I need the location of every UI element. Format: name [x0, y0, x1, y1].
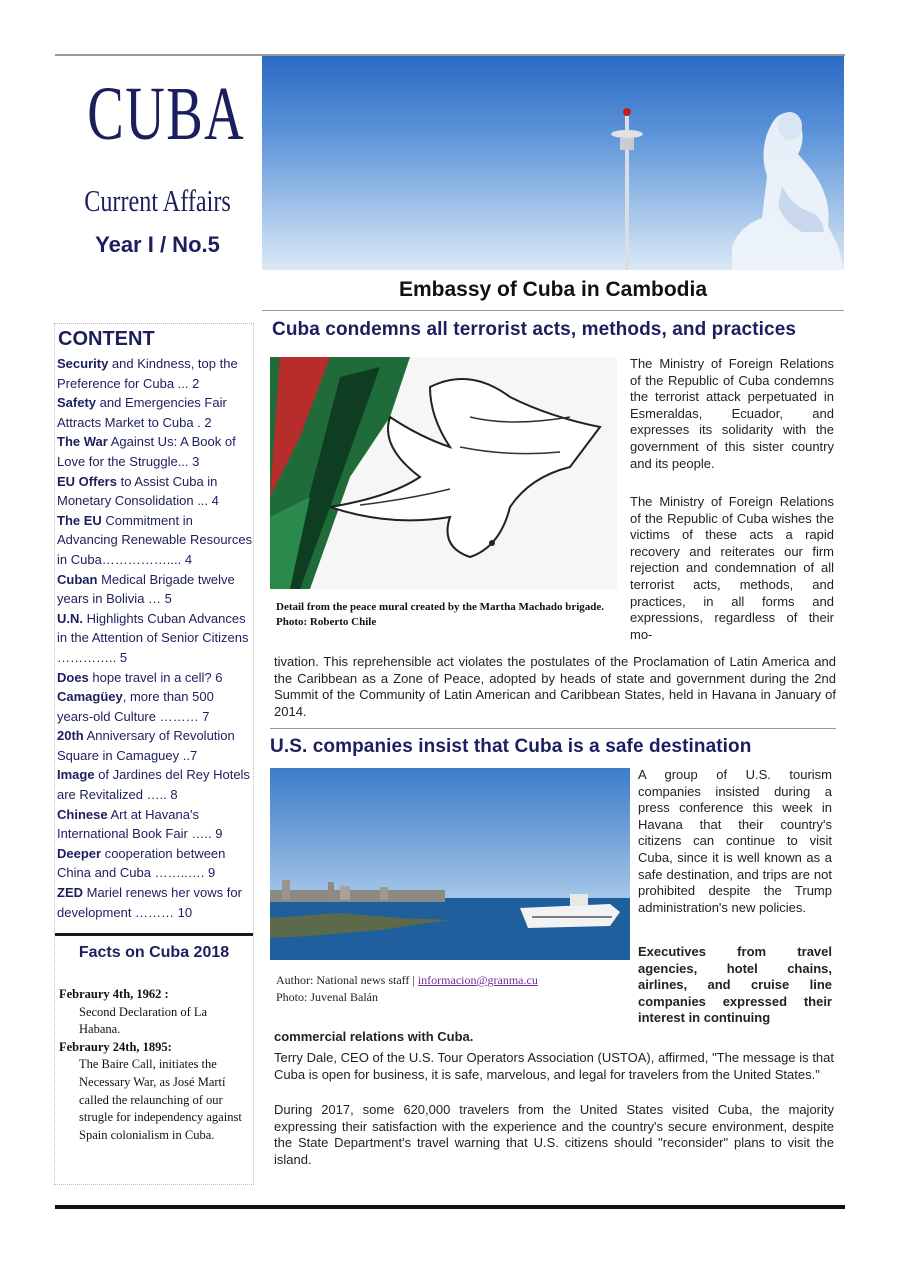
- peace-mural-photo: [270, 357, 617, 589]
- facts-list: [59, 986, 251, 1144]
- article-divider: [270, 728, 836, 729]
- toc-item[interactable]: Deeper cooperation between China and Cuba ……..…. 9: [57, 845, 226, 881]
- toc-item[interactable]: The EU Commitment in Advancing Renewable Resources in Cuba…………….... 4: [57, 512, 253, 567]
- article1-caption: Detail from the peace mural created by the Martha Machado brigade. Photo: Roberto Chile: [276, 601, 605, 628]
- havana-bay-photo: [270, 768, 630, 960]
- fact-text: Second Declaration of La Habana.: [79, 1004, 208, 1037]
- article1-headline: Cuba condemns all terrorist acts, methods, and practices: [272, 319, 797, 340]
- content-heading: CONTENT: [58, 328, 155, 350]
- article2-headline: U.S. companies insist that Cuba is a safe destination: [270, 736, 752, 757]
- fact-date: Febraury 4th, 1962 :: [59, 987, 169, 1001]
- toc-item[interactable]: U.N. Highlights Cuban Advances in the Attention of Senior Citizens ………….. 5: [57, 610, 249, 665]
- article1-paragraph: tivation. This reprehensible act violates the postulates of the Proclamation of Latin America and the Caribbean as a Zone of Peace, adopted by heads of state and government during the 2nd Summit of the Community of Latin American and Caribbean States, held in Havana in January of 2014.: [274, 654, 836, 719]
- toc-item[interactable]: The War Against Us: A Book of Love for the Struggle... 3: [57, 434, 236, 469]
- hero-photo: [262, 56, 844, 270]
- embassy-name: Embassy of Cuba in Cambodia: [398, 278, 708, 301]
- facts-rule: [55, 933, 253, 936]
- toc-item[interactable]: Does hope travel in a cell? 6: [57, 669, 223, 685]
- toc-item[interactable]: Image of Jardines del Rey Hotels are Revitalized ….. 8: [57, 767, 250, 803]
- email-link[interactable]: informacion@granma.cu: [417, 973, 538, 987]
- fact-text: The Baire Call, initiates the Necessary War, as José Martí called the relaunching of our strugle for independency against Spain colonialism in Cuba.: [79, 1057, 242, 1142]
- toc-item[interactable]: 20th Anniversary of Revolution Square in Camaguey ..7: [57, 728, 235, 763]
- article2-paragraph: Executives from travel agencies, hotel chains, airlines, and cruise line companies expressed their interest in continuing: [638, 944, 832, 1026]
- issue-number: Year I / No.5: [95, 232, 220, 257]
- article2-paragraph: During 2017, some 620,000 travelers from the United States visited Cuba, the majority expressing their satisfaction with the experience and the country's secure environment, despite the State Department's travel warning that U.S. citizens should "reconsider" plans to visit the island.: [274, 1102, 834, 1167]
- toc-item[interactable]: Security and Kindness, top the Preference for Cuba ... 2: [57, 356, 238, 391]
- dove-illustration: [270, 357, 617, 589]
- article1-paragraph: The Ministry of Foreign Relations of the Republic of Cuba wishes the victims of these acts a rapid recovery and reiterates our firm rejection and condemnation of all terrorist acts, methods, and practices, in all forms and expressions, regardless of their mo-: [630, 494, 834, 642]
- toc-item[interactable]: Chinese Art at Havana's International Book Fair ….. 9: [57, 806, 223, 842]
- masthead-title: CUBA: [87, 72, 246, 156]
- article2-paragraph: A group of U.S. tourism companies insisted during a press conference this week in Havana that their country's citizens can continue to visit Cuba, since it is well known as a safe destination, and trips are not prohibited despite the Trump administration's new policies.: [638, 767, 832, 915]
- article2-paragraph: commercial relations with Cuba.: [274, 1029, 474, 1044]
- fact-date: Febraury 24th, 1895:: [59, 1039, 172, 1054]
- masthead-rule: [262, 310, 844, 311]
- toc-item[interactable]: Cuban Medical Brigade twelve years in Bolivia … 5: [57, 571, 235, 607]
- bottom-rule: [55, 1205, 845, 1209]
- masthead-subtitle: Current Affairs: [84, 183, 231, 218]
- article1-paragraph: The Ministry of Foreign Relations of the Republic of Cuba condemns the terrorist attack perpetuated in Esmeraldas, Ecuador, and expresses its solidarity with the government of this sister country and its people.: [630, 356, 834, 471]
- table-of-contents: [57, 354, 253, 922]
- facts-heading: Facts on Cuba 2018: [78, 944, 230, 961]
- author-credit: Author: National news staff |: [276, 973, 418, 987]
- toc-item[interactable]: Safety and Emergencies Fair Attracts Market to Cuba . 2: [57, 395, 227, 430]
- toc-item[interactable]: EU Offers to Assist Cuba in Monetary Consolidation ... 4: [57, 473, 219, 509]
- article2-paragraph: Terry Dale, CEO of the U.S. Tour Operators Association (USTOA), affirmed, "The message is that Cuba is open for business, it is safe, marvelous, and legal for travelers from the United States.": [274, 1050, 834, 1082]
- article2-credits: [276, 972, 626, 1006]
- havana-bay-illustration: [270, 768, 630, 960]
- toc-item[interactable]: ZED Mariel renews her vows for development ……… 10: [57, 885, 242, 920]
- toc-item[interactable]: Camagüey, more than 500 years-old Culture ……… 7: [57, 689, 214, 724]
- hero-illustration: [262, 56, 844, 270]
- photo-credit: Photo: Juvenal Balán: [276, 990, 378, 1004]
